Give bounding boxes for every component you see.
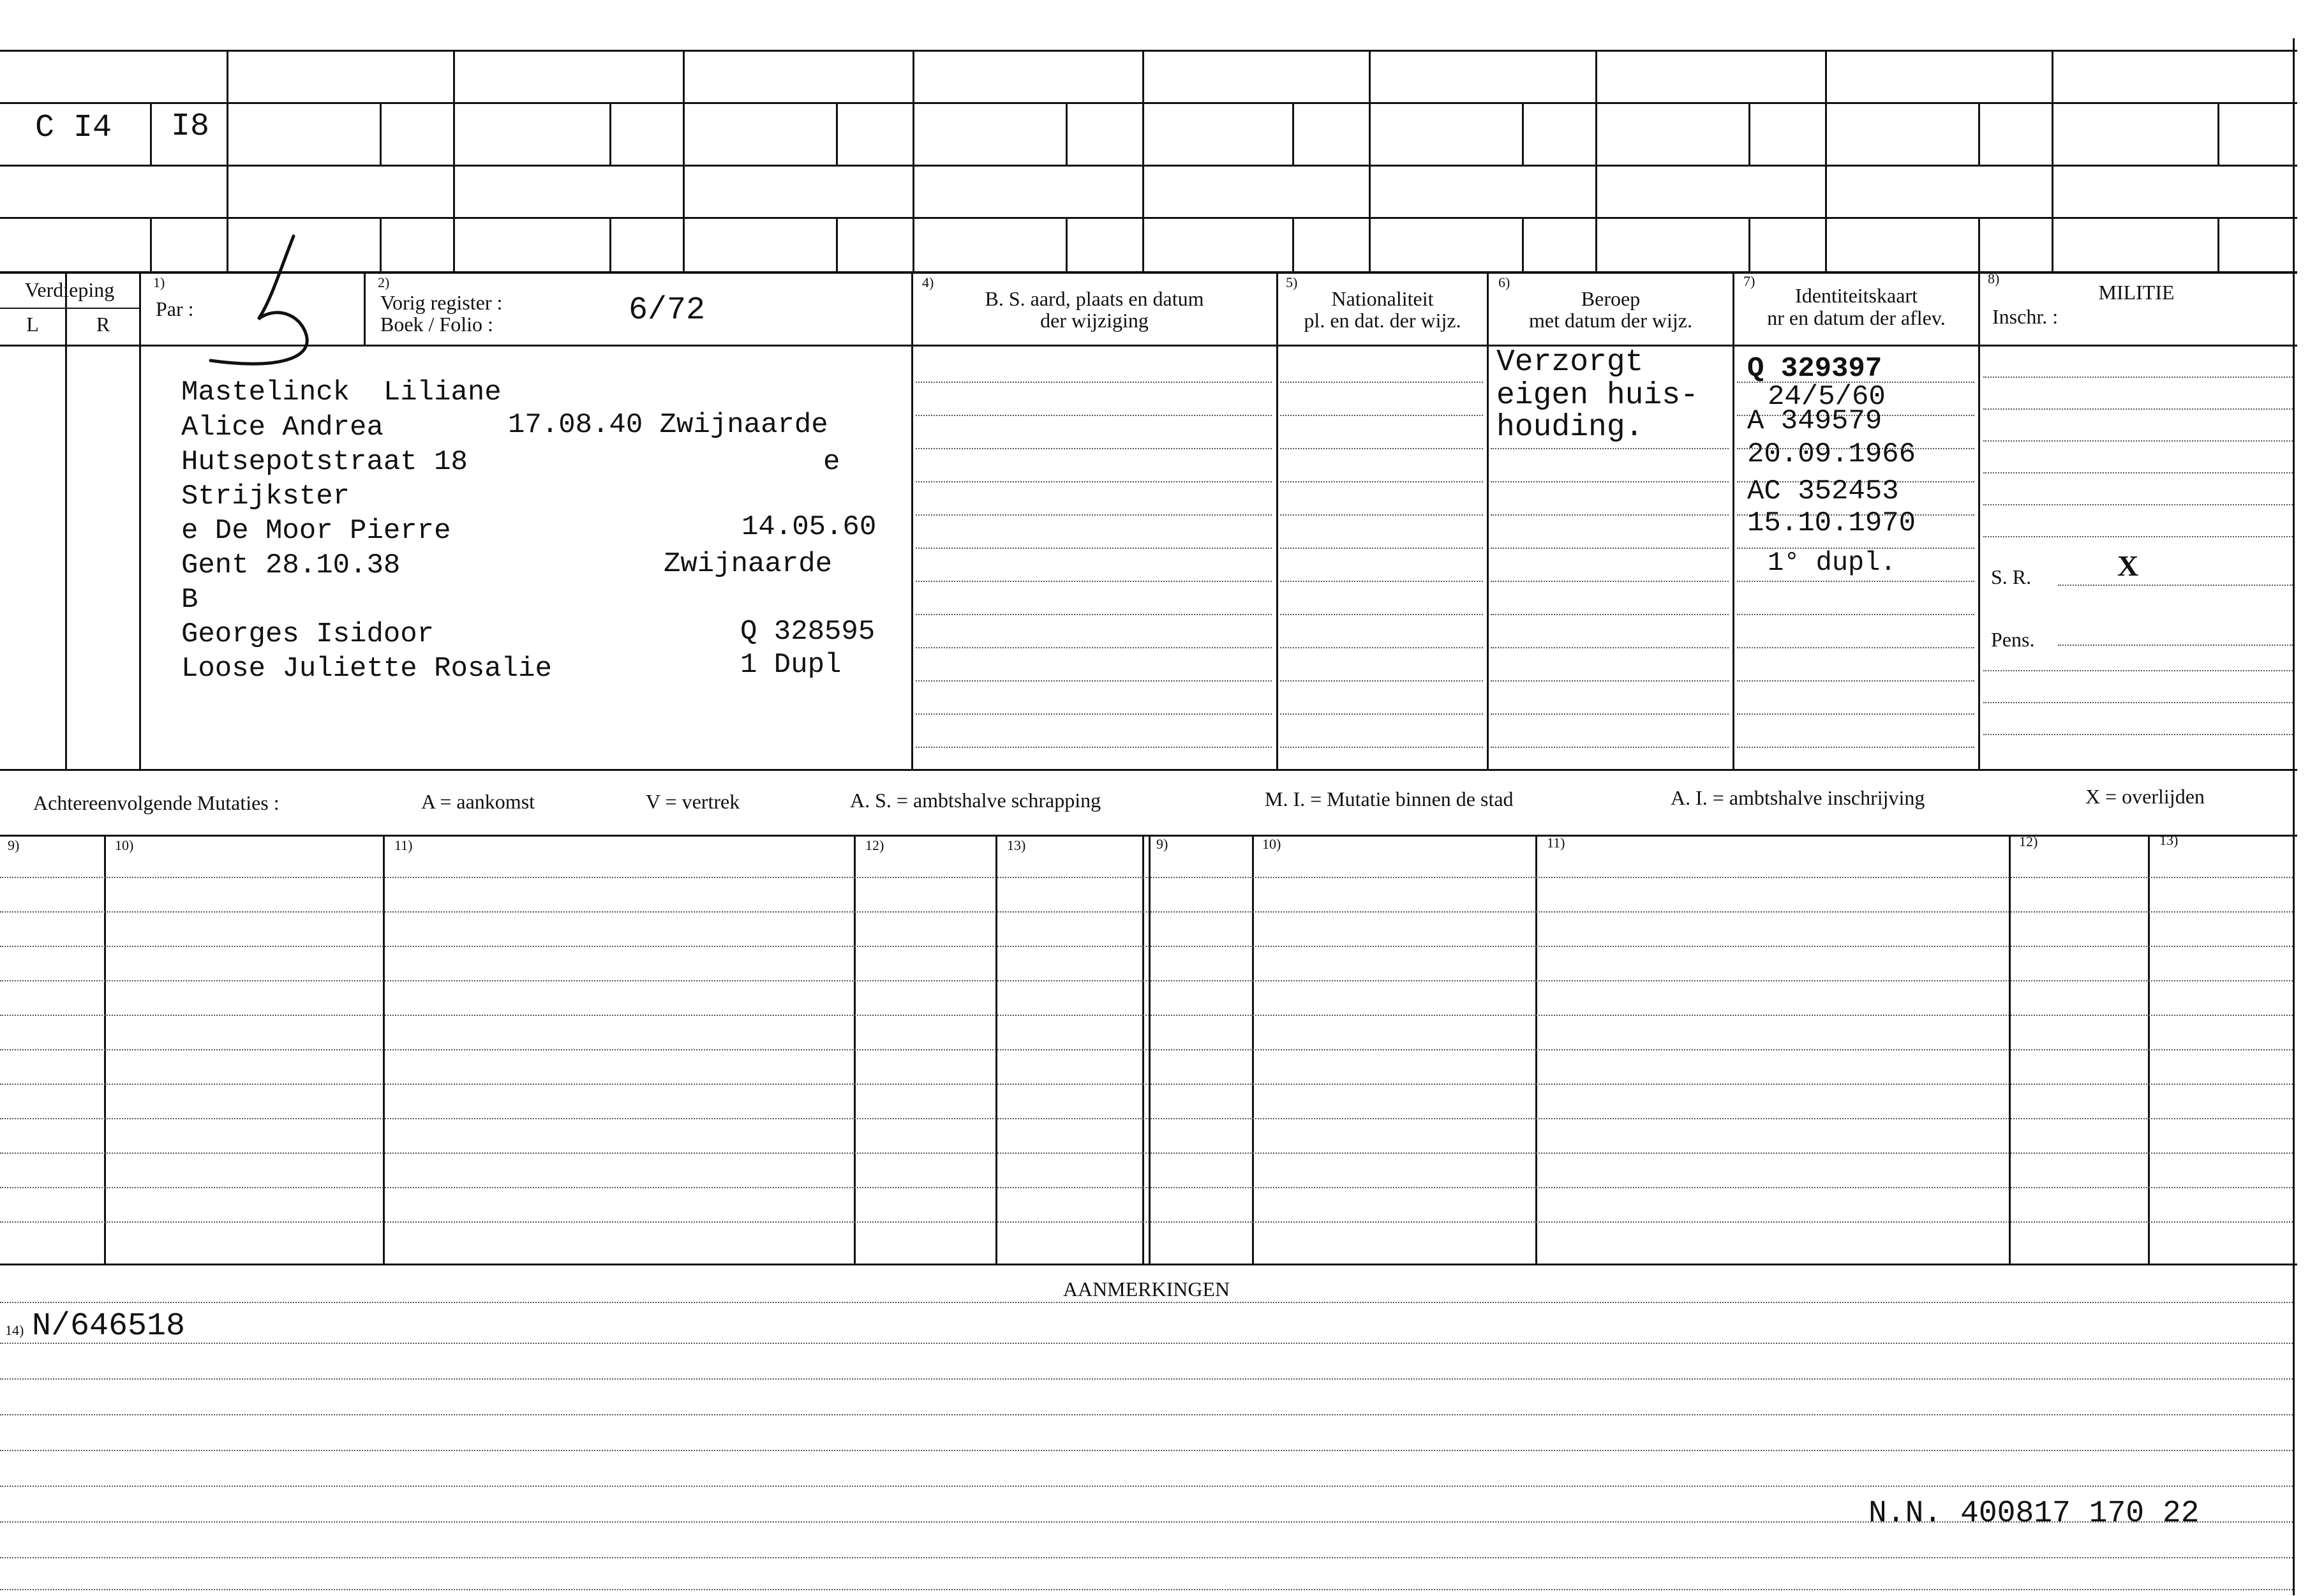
- mut-col-10-right: 10): [1262, 836, 1281, 852]
- vorig-register-label: Vorig register :: [380, 291, 503, 314]
- person-line-6-right: Zwijnaarde: [664, 548, 833, 580]
- col-number-5: 5): [1286, 274, 1298, 290]
- aanmerkingen-number: 14): [5, 1322, 24, 1338]
- mut-col-13-left: 13): [1007, 837, 1026, 853]
- id-line-3: A 349579: [1747, 405, 1882, 437]
- bs-header-line2: der wijziging: [1040, 309, 1149, 332]
- identiteit-header-line2: nr en datum der aflev.: [1767, 306, 1946, 329]
- legend-overlijden: X = overlijden: [2085, 785, 2205, 808]
- verdieping-l: L: [26, 313, 39, 336]
- col-number-7: 7): [1743, 273, 1755, 289]
- person-line-9: Loose Juliette Rosalie: [181, 653, 552, 685]
- mutaties-title: Achtereenvolgende Mutaties :: [33, 791, 279, 814]
- col-number-2: 2): [378, 274, 390, 290]
- mut-col-13-right: 13): [2159, 832, 2179, 848]
- militie-header: MILITIE: [2098, 281, 2175, 304]
- id-line-5: AC 352453: [1747, 475, 1899, 507]
- par-label: Par :: [156, 297, 194, 320]
- boek-folio-value: 6/72: [629, 292, 706, 329]
- person-line-3: Hutsepotstraat 18: [181, 446, 468, 478]
- pens-dotted: [2058, 645, 2293, 646]
- person-line-7: B: [181, 584, 198, 616]
- beroep-header-line2: met datum der wijz.: [1529, 309, 1692, 332]
- legend-ambtshalve-schrapping: A. S. = ambtshalve schrapping: [850, 789, 1101, 812]
- person-line-1: Mastelinck Liliane: [181, 377, 502, 408]
- person-line-5-right: 14.05.60: [741, 511, 877, 543]
- id-line-4: 20.09.1966: [1747, 438, 1916, 470]
- id-line-2: 24/5/60: [1768, 381, 1886, 413]
- person-line-9-right: 1 Dupl: [740, 649, 842, 681]
- col-number-1: 1): [153, 274, 165, 290]
- pens-label: Pens.: [1991, 628, 2035, 651]
- id-line-6: 15.10.1970: [1747, 507, 1916, 539]
- col-number-6: 6): [1498, 274, 1510, 290]
- aanmerkingen-divider: [0, 1302, 2293, 1303]
- legend-vertrek: V = vertrek: [646, 790, 740, 813]
- person-line-5: e De Moor Pierre: [181, 515, 451, 547]
- person-line-8-right: Q 328595: [740, 616, 876, 648]
- mut-col-11-right: 11): [1547, 835, 1565, 851]
- person-line-2: Alice Andrea: [181, 412, 384, 444]
- sr-dotted: [2058, 585, 2293, 586]
- mut-col-12-left: 12): [865, 837, 884, 853]
- person-line-2-right: 17.08.40 Zwijnaarde: [508, 409, 828, 441]
- col-number-8: 8): [1988, 271, 2000, 287]
- verdieping-r: R: [96, 313, 110, 336]
- top-code-1: C I4: [35, 110, 112, 146]
- beroep-header-line1: Beroep: [1581, 287, 1641, 310]
- nationaliteit-header-line1: Nationaliteit: [1331, 287, 1434, 310]
- legend-ambtshalve-inschrijving: A. I. = ambtshalve inschrijving: [1671, 786, 1925, 809]
- top-code-2: I8: [171, 108, 210, 145]
- person-line-8: Georges Isidoor: [181, 618, 435, 650]
- boek-folio-label: Boek / Folio :: [380, 313, 493, 336]
- par-handwritten-mark: [204, 230, 319, 377]
- aanmerkingen-value: N/646518: [32, 1308, 186, 1345]
- aanmerkingen-title: AANMERKINGEN: [1062, 1278, 1230, 1301]
- col-number-4: 4): [922, 274, 934, 290]
- nationaliteit-header-line2: pl. en dat. der wijz.: [1304, 309, 1461, 332]
- mut-col-12-right: 12): [2019, 833, 2038, 849]
- mut-col-11-left: 11): [394, 837, 413, 853]
- inschr-label: Inschr. :: [1992, 305, 2059, 328]
- id-line-7: 1° dupl.: [1768, 548, 1896, 578]
- id-line-1: Q 329397: [1747, 353, 1882, 385]
- verdieping-label: Verdieping: [24, 278, 115, 301]
- mut-col-9-right: 9): [1156, 836, 1168, 852]
- legend-aankomst: A = aankomst: [421, 790, 535, 813]
- mut-col-10-left: 10): [115, 837, 134, 853]
- beroep-line-3: houding.: [1496, 410, 1644, 445]
- identiteit-header-line1: Identiteitskaart: [1795, 284, 1918, 307]
- legend-mutatie-binnen-stad: M. I. = Mutatie binnen de stad: [1265, 787, 1514, 810]
- national-number: N.N. 400817 170 22: [1868, 1496, 2200, 1531]
- beroep-line-2: eigen huis-: [1496, 378, 1699, 413]
- bs-header-line1: B. S. aard, plaats en datum: [985, 287, 1204, 310]
- person-line-4: Strijkster: [181, 481, 350, 512]
- person-line-6: Gent 28.10.38: [181, 549, 401, 581]
- beroep-line-1: Verzorgt: [1496, 345, 1644, 380]
- person-line-3-right: e: [823, 446, 840, 478]
- mut-col-9-left: 9): [8, 837, 20, 853]
- sr-value: X: [2117, 549, 2139, 582]
- sr-label: S. R.: [1991, 565, 2032, 588]
